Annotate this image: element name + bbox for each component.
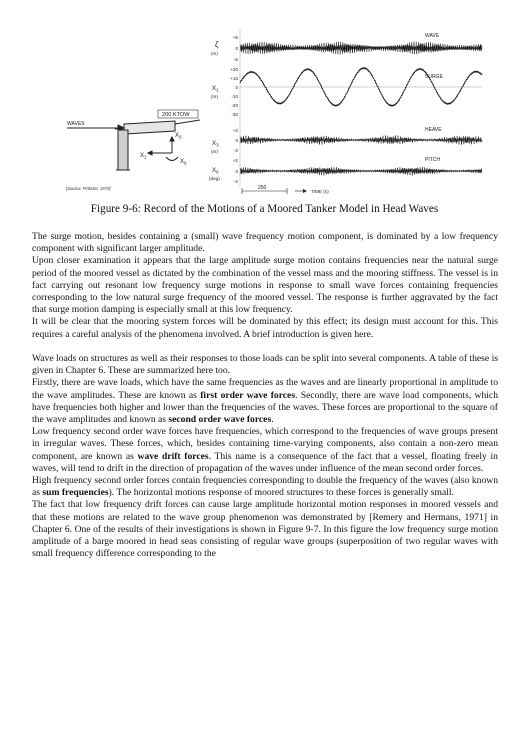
text-run: High frequency second order forces contain frequencies corresponding to double the frequency of the waves (also known as <box>32 475 498 499</box>
term-first-order-wave-forces: first order wave forces <box>200 389 296 401</box>
surge-channel-name: SURGE <box>425 74 443 80</box>
paragraph <box>32 475 498 499</box>
pitch-unit: (deg) <box>209 176 220 181</box>
time-arrow-head <box>303 189 307 193</box>
paragraph <box>32 426 498 475</box>
term-second-order-wave-forces: second order wave forces <box>168 414 272 426</box>
wave-tick: -5 <box>233 57 238 62</box>
surge-tick: +10 <box>230 76 238 81</box>
paragraph: Upon closer examination it appears that the large amplitude surge motion contains frequencies near the natural surge period of the moored vessel as dictated by the combination of the vessel mass and the mooring stiffness. The vessel is in fact carrying out resonant low frequency surge motions in response to small wave forces containing frequencies corresponding to the low natural surge frequency of the moored vessel. The response is further aggravated by the fact that surge motion damping is especially small at this low frequency. <box>32 255 498 316</box>
time-scale <box>242 188 303 194</box>
text-run: ). The horizontal motions response of moored structures to these forces is generally small. <box>108 487 454 499</box>
surge-tick: 0 <box>235 85 238 90</box>
tanker-hull <box>124 121 175 134</box>
pitch-symbol: $X_6$ <box>212 167 219 175</box>
x6-rotation-arc <box>166 157 178 161</box>
waves-label: WAVES <box>67 121 85 127</box>
surge-tick: -30 <box>231 112 238 117</box>
wave-trace <box>240 42 482 55</box>
paragraph <box>32 377 498 426</box>
figure-caption: Figure 9-6: Record of the Motions of a Moored Tanker Model in Head Waves <box>90 203 439 215</box>
pitch-tick: 0 <box>235 169 238 174</box>
wave-channel-name: WAVE <box>425 33 440 39</box>
pitch-channel-name: PITCH <box>425 157 440 163</box>
text-run: . Secondly, there are wave load components, which have frequencies both higher and lower than the frequencies of the waves. These forces are proportional to the square of the wave amplitudes and known as <box>32 389 498 426</box>
time-scale-value: 250 <box>258 185 267 191</box>
pitch-trace <box>240 167 482 176</box>
text-run: Firstly, there are wave loads, which have the same frequencies as the waves and are linearly proportional in amplitude to the wave amplitudes. These are known as <box>32 377 498 401</box>
text-run: . <box>271 414 274 426</box>
heave-tick: -2 <box>233 148 238 153</box>
mooring-line <box>175 120 200 124</box>
wave-unit: (m) <box>211 51 218 56</box>
x3-axis-head <box>170 137 174 141</box>
heave-symbol: $X_3$ <box>212 140 219 148</box>
body-text <box>32 231 498 560</box>
pitch-tick: -2 <box>233 179 238 184</box>
wave-tick: +5 <box>232 35 238 40</box>
text-run: . This name is a consequence of the fact that a vessel, floating freely in waves, will tend to drift in the direction of propagation of the waves under influence of the mean second order forces. <box>32 450 498 474</box>
paragraph: It will be clear that the mooring system forces will be dominated by this effect; its design must account for this. This requires a careful analysis of the phenomena involved. A brief introduction is given here. <box>32 316 498 340</box>
x3-label: $X_3$ <box>175 133 182 140</box>
wave-symbol: ζ <box>215 40 219 49</box>
heave-unit: (m) <box>211 149 218 154</box>
surge-tick: -20 <box>231 103 238 108</box>
heave-tick: 0 <box>235 138 238 143</box>
surge-unit: (m) <box>211 94 218 99</box>
time-axis-label: TIME (s) <box>311 189 329 194</box>
pitch-tick: +2 <box>232 158 238 163</box>
heave-channel-name: HEAVE <box>425 127 442 133</box>
motion-record-figure <box>0 0 529 200</box>
x1-label: $X_1$ <box>140 153 147 160</box>
term-wave-drift-forces: wave drift forces <box>137 450 209 462</box>
surge-tick: +20 <box>230 67 238 72</box>
x1-axis-head <box>148 151 152 155</box>
paragraph: Wave loads on structures as well as their responses to those loads can be split into several components. A table of these is given in Chapter 6. These are summarized here too. <box>32 353 498 377</box>
source-note: [Source: Pinkster, 1979] <box>66 186 111 191</box>
surge-tick: -10 <box>231 94 238 99</box>
wave-tick: 0 <box>235 46 238 51</box>
heave-tick: +2 <box>232 128 238 133</box>
mooring-tower <box>118 130 128 170</box>
figure-canvas <box>0 0 529 200</box>
term-sum-frequencies: sum frequencies <box>42 487 109 499</box>
paragraph: The surge motion, besides containing a (small) wave frequency motion component, is dominated by a low frequency component with significant larger amplitude. <box>32 231 498 255</box>
ktow-label: 200 KTOW <box>162 112 190 118</box>
x6-label: $X_6$ <box>180 159 187 166</box>
text-run: Low frequency second order wave forces have frequencies, which correspond to the frequencies of wave groups present in irregular waves. These forces, which, besides containing time-varying components, also contain a non-zero mean component, are known as <box>32 426 498 462</box>
surge-symbol: $X_1$ <box>212 85 219 93</box>
paragraph: The fact that low frequency drift forces can cause large amplitude horizontal motion responses in moored vessels and that these motions are related to the wave group phenomenon was demonstrated by [Remery and Hermans, 1971] in Chapter 6. One of the results of their investigations is shown in Figure 9-7. In this figure the low frequency surge motion amplitude of a barge moored in head seas consisting of regular wave groups (superposition of two regular waves with small frequency difference corresponding to the <box>32 499 498 560</box>
